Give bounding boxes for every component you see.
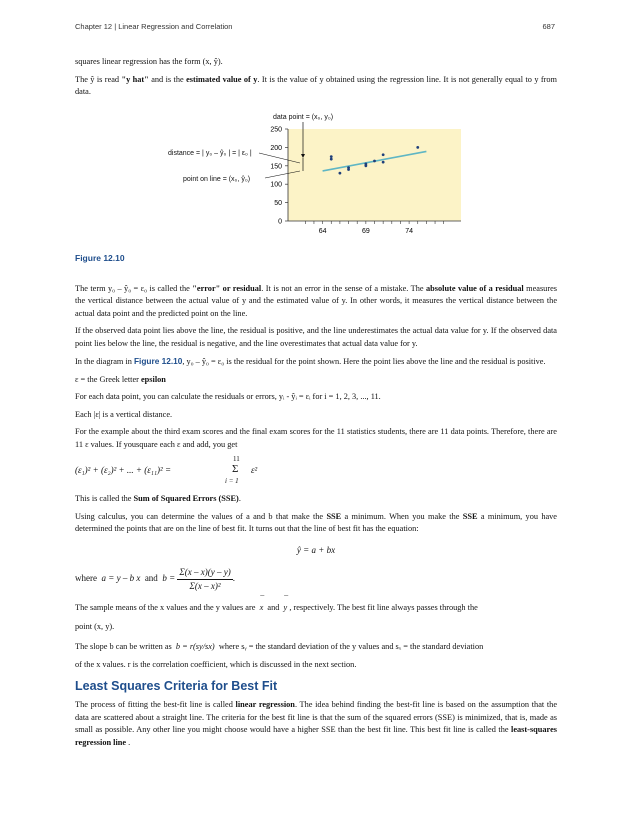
y-tick-label: 150 — [270, 162, 282, 170]
text: Using calculus, you can determine the values of a and b that make the — [75, 511, 327, 521]
data-point — [339, 171, 342, 174]
sse-lhs: (ε₁)² + (ε₂)² + ... + (ε₁₁)² = — [75, 465, 172, 475]
page-content — [75, 56, 557, 754]
text: and — [144, 573, 158, 584]
plot-area — [288, 129, 461, 221]
text-bold: absolute value of a residual — [426, 283, 524, 293]
y-tick-label: 200 — [270, 144, 282, 152]
x-bar: ¯ x — [260, 602, 264, 615]
residual-chart — [75, 107, 557, 247]
text: The slope b can be written as — [75, 642, 172, 651]
page-number: 687 — [542, 22, 555, 31]
slope-formula: b = r(sy/sx) — [175, 642, 215, 651]
sum-top: 11 — [233, 455, 240, 463]
paragraph-diagram — [75, 355, 557, 369]
data-point — [373, 159, 376, 162]
y-tick-label: 100 — [270, 181, 282, 189]
label-distance: distance = | y₀ – ŷ₀ | = | ε₀ | — [168, 149, 252, 157]
text: where — [75, 573, 97, 584]
y-tick-label: 0 — [278, 218, 282, 225]
text: , y₀ – ŷ₀ = ε₀ is the residual for the point shown. Here the point lies above the line and the residual is positive. — [182, 357, 546, 366]
text: . It is the value of y obtained using the regression line. It is not generally equal to y from data. — [75, 74, 557, 96]
text: a minimum. When you make the — [341, 511, 463, 521]
chapter-title: Chapter 12 | Linear Regression and Correlation — [75, 22, 233, 31]
label-data-point: data point = (x₀, y₀) — [273, 113, 334, 121]
text-bold: estimated value of y — [186, 74, 258, 84]
figure-link[interactable]: Figure 12.10 — [133, 356, 183, 366]
where-coefficients: where a = y – b x and b = $\frac{\Sigma(x - x)(y - y)}{\text{Σ(x – x)²}}$ . — [75, 567, 235, 591]
x-tick-label: 64 — [318, 227, 327, 235]
sigma-icon: Σ — [232, 463, 239, 475]
text: a minimum, you have determined the points that are on the line of best fit. It turns out that the line of best fit has the equation: — [75, 511, 557, 533]
data-point — [382, 160, 385, 163]
section-title: Least Squares Criteria for Best Fit — [75, 679, 278, 693]
text: ε = the Greek letter — [75, 374, 141, 384]
text-bold: "error" or residual — [192, 283, 262, 293]
sse-equation — [75, 457, 557, 485]
y-bar: ¯ y — [284, 602, 288, 615]
text: The term y₀ – ŷ₀ = ε₀ is called the — [75, 283, 193, 293]
text: In the diagram in — [75, 357, 134, 366]
paragraph-above-below: If the observed data point lies above the line, the residual is positive, and the line underestimates the actual data value for y. If the observed data point lies below the line, the residual is negative, and the line overestimates that actual data value for y. — [75, 326, 557, 348]
text: The ŷ is read — [75, 74, 122, 84]
paragraph-residual — [75, 283, 557, 321]
formula-b-fraction — [177, 566, 232, 592]
data-point — [347, 168, 350, 171]
paragraph-means — [75, 602, 557, 615]
text-bold: SSE — [326, 511, 342, 521]
data-point — [330, 157, 333, 160]
text: and — [267, 603, 280, 612]
paragraph-epsilon — [75, 374, 557, 387]
y-tick-label: 250 — [270, 126, 282, 133]
figure-caption: Figure 12.10 — [75, 252, 125, 263]
paragraph-vertical: Each |ε| is a vertical distance. — [75, 409, 173, 419]
text: and is the — [148, 74, 187, 84]
x-tick-label: 69 — [361, 227, 370, 235]
formula-b-lhs: b = — [162, 573, 176, 584]
text: This is called the — [75, 494, 134, 503]
text: . It is not an error in the sense of a mistake. The — [261, 283, 427, 293]
text: where sᵧ = the standard deviation of the y values and sₓ = the standard deviation — [218, 642, 484, 651]
best-fit-equation: ŷ = a + bx — [296, 544, 336, 555]
paragraph-point: point (x, y). — [75, 621, 115, 631]
text-bold: "y hat" — [121, 74, 149, 84]
data-point — [364, 164, 367, 167]
paragraph-each: For each data point, you can calculate the residuals or errors, yᵢ - ŷᵢ = εᵢ for i = 1, 2, 3, ..., 11. — [75, 392, 381, 401]
text-bold: epsilon — [140, 374, 166, 384]
text: measures the vertical distance between the actual value of y and the estimated value of y. In other words, it measures the vertical distance between the actual data point and the predicted point on the line. — [75, 283, 558, 318]
text-bold: SSE — [462, 511, 478, 521]
paragraph-example: For the example about the third exam scores and the final exam scores for the 11 statistics students, there are 11 data points. Therefore, there are 11 ε values. If yousquare each ε and add, you get — [75, 427, 557, 449]
formula-a: a = y – b x — [101, 573, 141, 584]
data-point — [330, 155, 333, 158]
text: The process of fitting the best-fit line is called — [75, 700, 236, 709]
data-point — [382, 153, 385, 156]
intro-paragraph-2 — [75, 74, 557, 99]
text: . The idea behind finding the best-fit line is based on the assumption that the data are scattered about a straight line. The criteria for the best fit line is that the sum of the squared errors (SSE) is minimized, that is, made as small as possible. Any other line you might choose would have a higher SSE than the best fit line. This best fit line is called the — [75, 700, 558, 734]
paragraph-calculus — [75, 511, 557, 536]
text: . — [126, 737, 131, 747]
text: , respectively. The best fit line always passes through the — [289, 603, 478, 612]
text-bold: Sum of Squared Errors (SSE) — [133, 494, 239, 503]
data-point — [416, 146, 419, 149]
paragraph-slope — [75, 641, 557, 654]
text-bold: linear regression — [235, 700, 295, 709]
label-point-on-line: point on line = (x₀, ŷ₀) — [183, 175, 251, 183]
paragraph-least-squares — [75, 699, 557, 749]
sum-bottom: i = 1 — [225, 477, 239, 485]
page-header — [75, 22, 555, 31]
text-bold: least-squares regression line — [75, 725, 557, 747]
paragraph-sse: This is called the Sum of Squared Errors (SSE). — [75, 494, 241, 503]
fraction-denominator: Σ(x – x)² — [189, 580, 221, 591]
intro-paragraph-1: squares linear regression has the form (x, ŷ). — [75, 57, 223, 66]
paragraph-slope-cont: of the x values. r is the correlation coefficient, which is discussed in the next section. — [75, 659, 357, 669]
x-tick-label: 74 — [405, 227, 413, 235]
text: The sample means of the x values and the y values are — [75, 603, 256, 612]
figure-12-10 — [75, 107, 557, 247]
fraction-numerator: Σ(x – x)(y – y) — [177, 566, 232, 580]
y-tick-label: 50 — [274, 199, 282, 207]
sse-rhs: ε² — [251, 465, 258, 475]
